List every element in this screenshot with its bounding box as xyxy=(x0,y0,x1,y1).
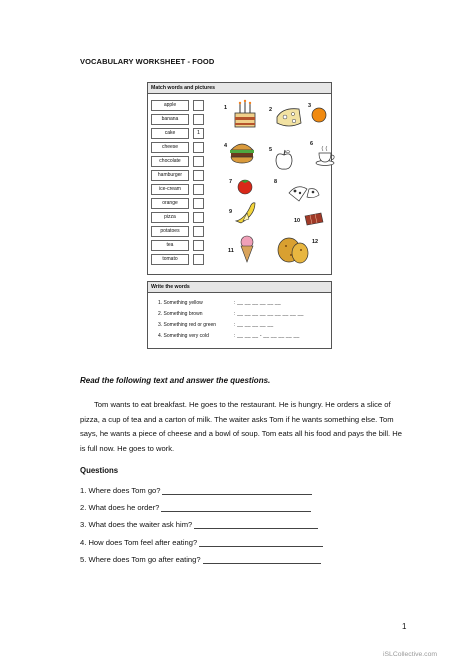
chocolate-picture xyxy=(303,212,325,226)
footer-watermark: iSLCollective.com xyxy=(383,651,438,658)
word-banana: banana xyxy=(151,114,189,125)
answer-box[interactable] xyxy=(193,226,204,237)
questions-heading: Questions xyxy=(80,466,119,475)
write-blank[interactable]: : __ __ __ __ __ xyxy=(234,322,274,328)
write-blank[interactable]: : __ __ __ __ __ __ __ __ __ xyxy=(234,311,304,317)
answer-box[interactable] xyxy=(193,114,204,125)
answer-line[interactable] xyxy=(199,538,323,547)
answer-box[interactable] xyxy=(193,156,204,167)
write-prompt: 1. Something yellow xyxy=(158,300,203,306)
reading-passage: Tom wants to eat breakfast. He goes to the restaurant. He is hungry. He orders a slice of pizza, a cup of tea and a carton of milk. The waiter asks Tom if he wants something else. Tom says, he wants a piece of cheese and a bowl of soup. Tom eats all his food and pays the bill. He is full now. He goes to work. xyxy=(80,400,402,453)
tomato-picture xyxy=(236,177,254,195)
answer-box[interactable] xyxy=(193,100,204,111)
question-item xyxy=(80,555,321,564)
answer-box[interactable] xyxy=(193,184,204,195)
question-item xyxy=(80,486,312,495)
write-prompt: 3. Something red or green xyxy=(158,322,217,328)
orange-picture xyxy=(311,107,327,123)
answer-line[interactable] xyxy=(161,503,311,512)
picture-number: 5 xyxy=(269,147,273,153)
picture-number: 6 xyxy=(310,141,314,147)
word-cake: cake xyxy=(151,128,189,139)
word-orange: orange xyxy=(151,198,189,209)
word-apple: apple xyxy=(151,100,189,111)
question-text: 2. What does he order? xyxy=(80,503,160,512)
picture-number: 4 xyxy=(224,143,228,149)
picture-number: 9 xyxy=(229,209,233,215)
question-text: 1. Where does Tom go? xyxy=(80,486,161,495)
answer-line[interactable] xyxy=(194,520,318,529)
potatoes-picture xyxy=(276,233,310,265)
word-tea: tea xyxy=(151,240,189,251)
question-item xyxy=(80,538,323,547)
answer-box[interactable] xyxy=(193,198,204,209)
page-number: 1 xyxy=(402,622,407,631)
reading-instruction: Read the following text and answer the questions. xyxy=(80,376,271,385)
answer-box[interactable] xyxy=(193,170,204,181)
question-text: 5. Where does Tom go after eating? xyxy=(80,555,201,564)
answer-box[interactable] xyxy=(193,212,204,223)
picture-number: 2 xyxy=(269,107,273,113)
write-blank[interactable]: : __ __ __ __ __ __ xyxy=(234,300,281,306)
apple-picture xyxy=(274,149,294,171)
picture-number: 3 xyxy=(308,103,312,109)
answer-line[interactable] xyxy=(162,486,312,495)
picture-number: 11 xyxy=(228,248,234,254)
match-words-header: Match words and pictures xyxy=(148,83,331,94)
write-words-box xyxy=(147,281,332,349)
word-tomato: tomato xyxy=(151,254,189,265)
cheese-picture xyxy=(275,105,303,129)
answer-box[interactable] xyxy=(193,254,204,265)
answer-box[interactable]: 1 xyxy=(193,128,204,139)
word-pizza: pizza xyxy=(151,212,189,223)
word-ice-cream: ice-cream xyxy=(151,184,189,195)
question-item xyxy=(80,503,311,512)
picture-number: 8 xyxy=(274,179,278,185)
match-words-box xyxy=(147,82,332,275)
question-item xyxy=(80,520,318,529)
tea-picture xyxy=(315,145,337,167)
pizza-picture xyxy=(287,183,321,205)
write-words-header: Write the words xyxy=(148,282,331,293)
write-prompt: 2. Something brown xyxy=(158,311,203,317)
answer-line[interactable] xyxy=(203,555,321,564)
write-blank[interactable]: : __ __ __ - __ __ __ __ __ xyxy=(234,333,300,339)
picture-number: 10 xyxy=(294,218,301,224)
word-chocolate: chocolate xyxy=(151,156,189,167)
picture-number: 12 xyxy=(312,239,319,245)
write-prompt: 4. Something very cold xyxy=(158,333,209,339)
picture-number: 7 xyxy=(229,179,233,185)
question-text: 4. How does Tom feel after eating? xyxy=(80,538,198,547)
word-hamburger: hamburger xyxy=(151,170,189,181)
banana-picture xyxy=(233,199,259,225)
word-potatoes: potatoes xyxy=(151,226,189,237)
picture-number: 1 xyxy=(224,105,228,111)
answer-box[interactable] xyxy=(193,142,204,153)
ice-cream-picture xyxy=(238,235,256,263)
answer-box[interactable] xyxy=(193,240,204,251)
hamburger-picture xyxy=(228,139,256,165)
question-text: 3. What does the waiter ask him? xyxy=(80,520,193,529)
word-cheese: cheese xyxy=(151,142,189,153)
worksheet-title: VOCABULARY WORKSHEET - FOOD xyxy=(80,57,215,66)
cake-picture xyxy=(232,99,258,129)
